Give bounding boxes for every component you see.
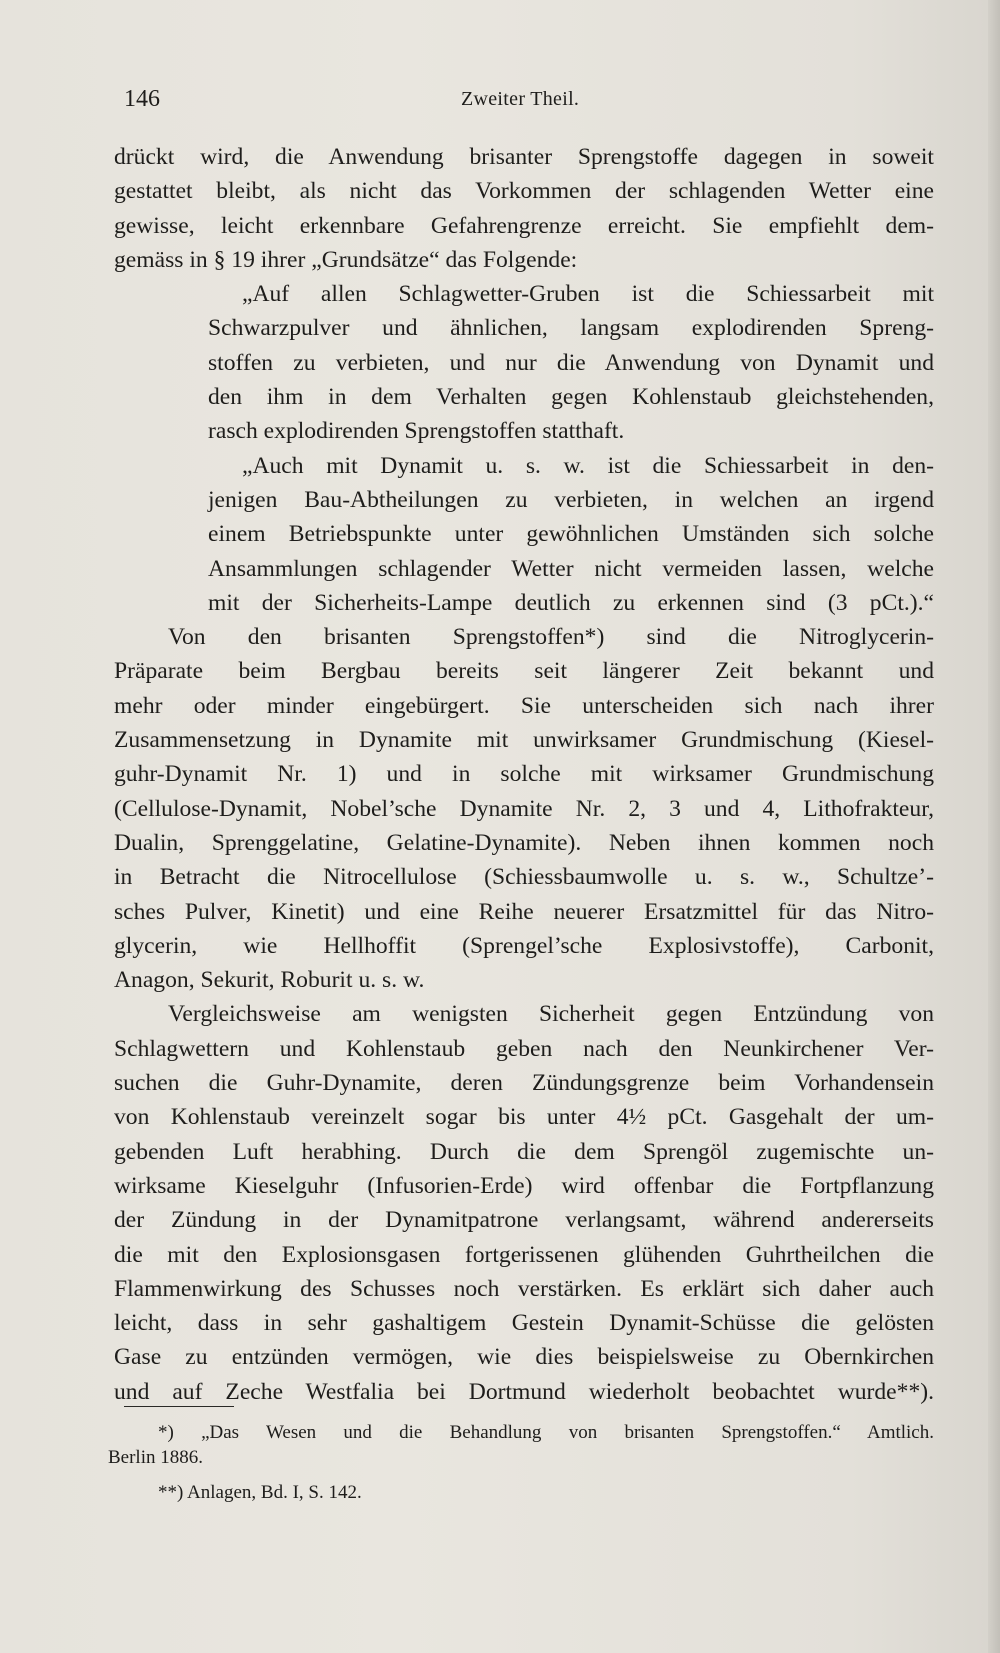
text-line: in Betracht die Nitrocellulose (Schiessbaumwolle u. s. w., Schultze’- xyxy=(114,864,934,891)
page-number: 146 xyxy=(124,86,160,112)
text-line: Von den brisanten Sprengstoffen*) sind die Nitroglycerin- xyxy=(168,624,934,651)
text-line: suchen die Guhr-Dynamite, deren Zündungsgrenze beim Vorhandensein xyxy=(114,1070,934,1097)
running-header xyxy=(124,86,929,120)
text-line: die mit den Explosionsgasen fortgerissenen glühenden Guhrtheilchen die xyxy=(114,1241,934,1268)
text-line: guhr-Dynamit Nr. 1) und in solche mit wirksamer Grundmischung xyxy=(114,761,934,788)
text-line: „Auf allen Schlagwetter-Gruben ist die Schiessarbeit mit xyxy=(242,281,934,308)
text-line: stoffen zu verbieten, und nur die Anwendung von Dynamit und xyxy=(208,349,934,376)
footnotes xyxy=(108,1420,934,1505)
text-line: Anagon, Sekurit, Roburit u. s. w. xyxy=(114,967,425,994)
text-line: (Cellulose-Dynamit, Nobel’sche Dynamite Nr. 2, 3 und 4, Lithofrakteur, xyxy=(114,795,934,822)
text-line: Schwarzpulver und ähnlichen, langsam explodirenden Spreng- xyxy=(208,315,934,342)
text-line: den ihm in dem Verhalten gegen Kohlenstaub gleichstehenden, xyxy=(208,384,934,411)
text-line: Ansammlungen schlagender Wetter nicht vermeiden lassen, welche xyxy=(208,555,934,582)
page-edge xyxy=(988,0,1000,1653)
text-line: einem Betriebspunkte unter gewöhnlichen Umständen sich solche xyxy=(208,521,934,548)
text-line: „Auch mit Dynamit u. s. w. ist die Schiessarbeit in den- xyxy=(242,452,934,479)
text-line: rasch explodirenden Sprengstoffen statthaft. xyxy=(208,418,625,445)
text-line: Gase zu entzünden vermögen, wie dies beispielsweise zu Obernkirchen xyxy=(114,1344,934,1371)
text-line: gemäss in § 19 ihrer „Grundsätze“ das Folgende: xyxy=(114,246,578,273)
text-line: mehr oder minder eingebürgert. Sie unterscheiden sich nach ihrer xyxy=(114,692,934,719)
text-line: leicht, dass in sehr gashaltigem Gestein Dynamit-Schüsse die gelösten xyxy=(114,1310,934,1337)
text-line: gebenden Luft herabhing. Durch die dem Sprengöl zugemischte un- xyxy=(114,1138,934,1165)
text-line: von Kohlenstaub vereinzelt sogar bis unter 4½ pCt. Gasgehalt der um- xyxy=(114,1104,934,1131)
footnote-rule xyxy=(124,1406,234,1407)
text-line: gewisse, leicht erkennbare Gefahrengrenze erreicht. Sie empfiehlt dem- xyxy=(114,212,934,239)
text-line: Flammenwirkung des Schusses noch verstärken. Es erklärt sich daher auch xyxy=(114,1275,934,1302)
body-text xyxy=(114,140,934,1409)
text-line: mit der Sicherheits-Lampe deutlich zu erkennen sind (3 pCt.).“ xyxy=(208,589,934,616)
text-line: Präparate beim Bergbau bereits seit längerer Zeit bekannt und xyxy=(114,658,934,685)
text-line: Schlagwettern und Kohlenstaub geben nach den Neunkirchener Ver- xyxy=(114,1035,934,1062)
text-line: Dualin, Sprenggelatine, Gelatine-Dynamite). Neben ihnen kommen noch xyxy=(114,829,934,856)
running-title: Zweiter Theil. xyxy=(461,88,580,110)
text-line: der Zündung in der Dynamitpatrone verlangsamt, während andererseits xyxy=(114,1207,934,1234)
text-line: Zusammensetzung in Dynamite mit unwirksamer Grundmischung (Kiesel- xyxy=(114,727,934,754)
footnote-2: **) Anlagen, Bd. I, S. 142. xyxy=(158,1482,362,1503)
text-line: drückt wird, die Anwendung brisanter Sprengstoffe dagegen in soweit xyxy=(114,144,934,170)
text-line: sches Pulver, Kinetit) und eine Reihe neuerer Ersatzmittel für das Nitro- xyxy=(114,898,934,925)
text-line: glycerin, wie Hellhoffit (Sprengel’sche Explosivstoffe), Carbonit, xyxy=(114,932,934,959)
text-line: wirksame Kieselguhr (Infusorien-Erde) wird offenbar die Fortpflanzung xyxy=(114,1172,934,1199)
footnote-1-line-2: Berlin 1886. xyxy=(108,1447,203,1468)
footnote-gap xyxy=(108,1470,934,1480)
text-line: und auf Zeche Westfalia bei Dortmund wiederholt beobachtet wurde**). xyxy=(114,1378,934,1405)
text-line: jenigen Bau-Abtheilungen zu verbieten, in welchen an irgend xyxy=(208,486,934,513)
text-line: Vergleichsweise am wenigsten Sicherheit gegen Entzündung von xyxy=(168,1001,934,1028)
footnote-1-line-1: *) „Das Wesen und die Behandlung von brisanten Sprengstoffen.“ Amtlich. xyxy=(158,1422,934,1443)
text-line: gestattet bleibt, als nicht das Vorkommen der schlagenden Wetter eine xyxy=(114,178,934,205)
